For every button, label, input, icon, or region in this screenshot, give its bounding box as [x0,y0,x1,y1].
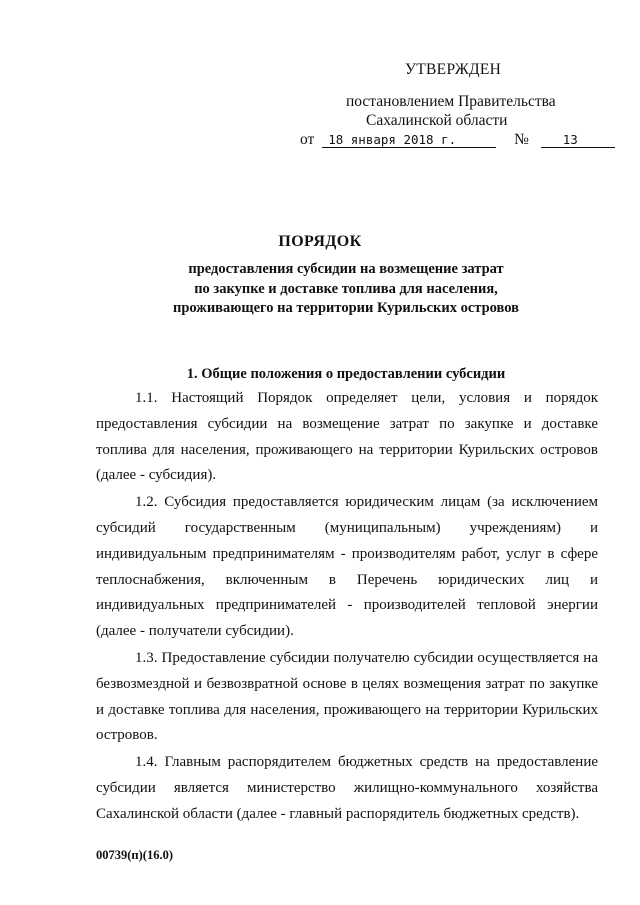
subtitle-line: по закупке и доставке топлива для населения, [194,280,498,297]
footer-document-code: 00739(п)(16.0) [96,848,173,862]
approval-line-region: Сахалинской области [366,112,508,129]
approval-date-number-line [300,130,615,150]
from-label: от [300,131,315,148]
paragraph-1-3: 1.3. Предоставление субсидии получателю субсидии осуществляется на безвозмездной и безвозвратной основе в целях возмещения затрат по закупке и доставке топлива для населения, проживающего на территории Курильских островов. [96,649,598,744]
paragraph-1-4: 1.4. Главным распорядителем бюджетных средств на предоставление субсидии является министерство жилищно-коммунального хозяйства Сахалинской области (далее - главный распорядитель бюджетных средств). [96,754,598,822]
subtitle-line: предоставления субсидии на возмещение затрат [188,261,504,277]
section-heading: 1. Общие положения о предоставлении субсидии [186,366,506,382]
approval-title: УТВЕРЖДЕН [405,61,502,78]
approval-date-field: 18 января 2018 г. [322,132,496,148]
document-subtitle [0,260,640,319]
approval-number-field: 13 [541,132,615,148]
subtitle-line: проживающего на территории Курильских островов [173,300,519,316]
section-body [96,386,598,829]
approval-line-government: постановлением Правительства [346,93,556,110]
document-title: ПОРЯДОК [278,233,362,250]
paragraph-1-1: 1.1. Настоящий Порядок определяет цели, условия и порядок предоставления субсидии на возмещение затрат по закупке и доставке топлива для населения, проживающего на территории Курильских островов (далее - субсидия). [96,390,598,484]
number-sign-label: № [514,131,529,148]
paragraph-1-2: 1.2. Субсидия предоставляется юридическим лицам (за исключением субсидий государственным (муниципальным) учреждениям) и индивидуальным предпринимателям - производителям работ, услуг в сфере теплоснабжения, включенным в Перечень юридических лиц и индивидуальных предпринимателей - производителей тепловой энергии (далее - получатели субсидии). [96,494,598,640]
